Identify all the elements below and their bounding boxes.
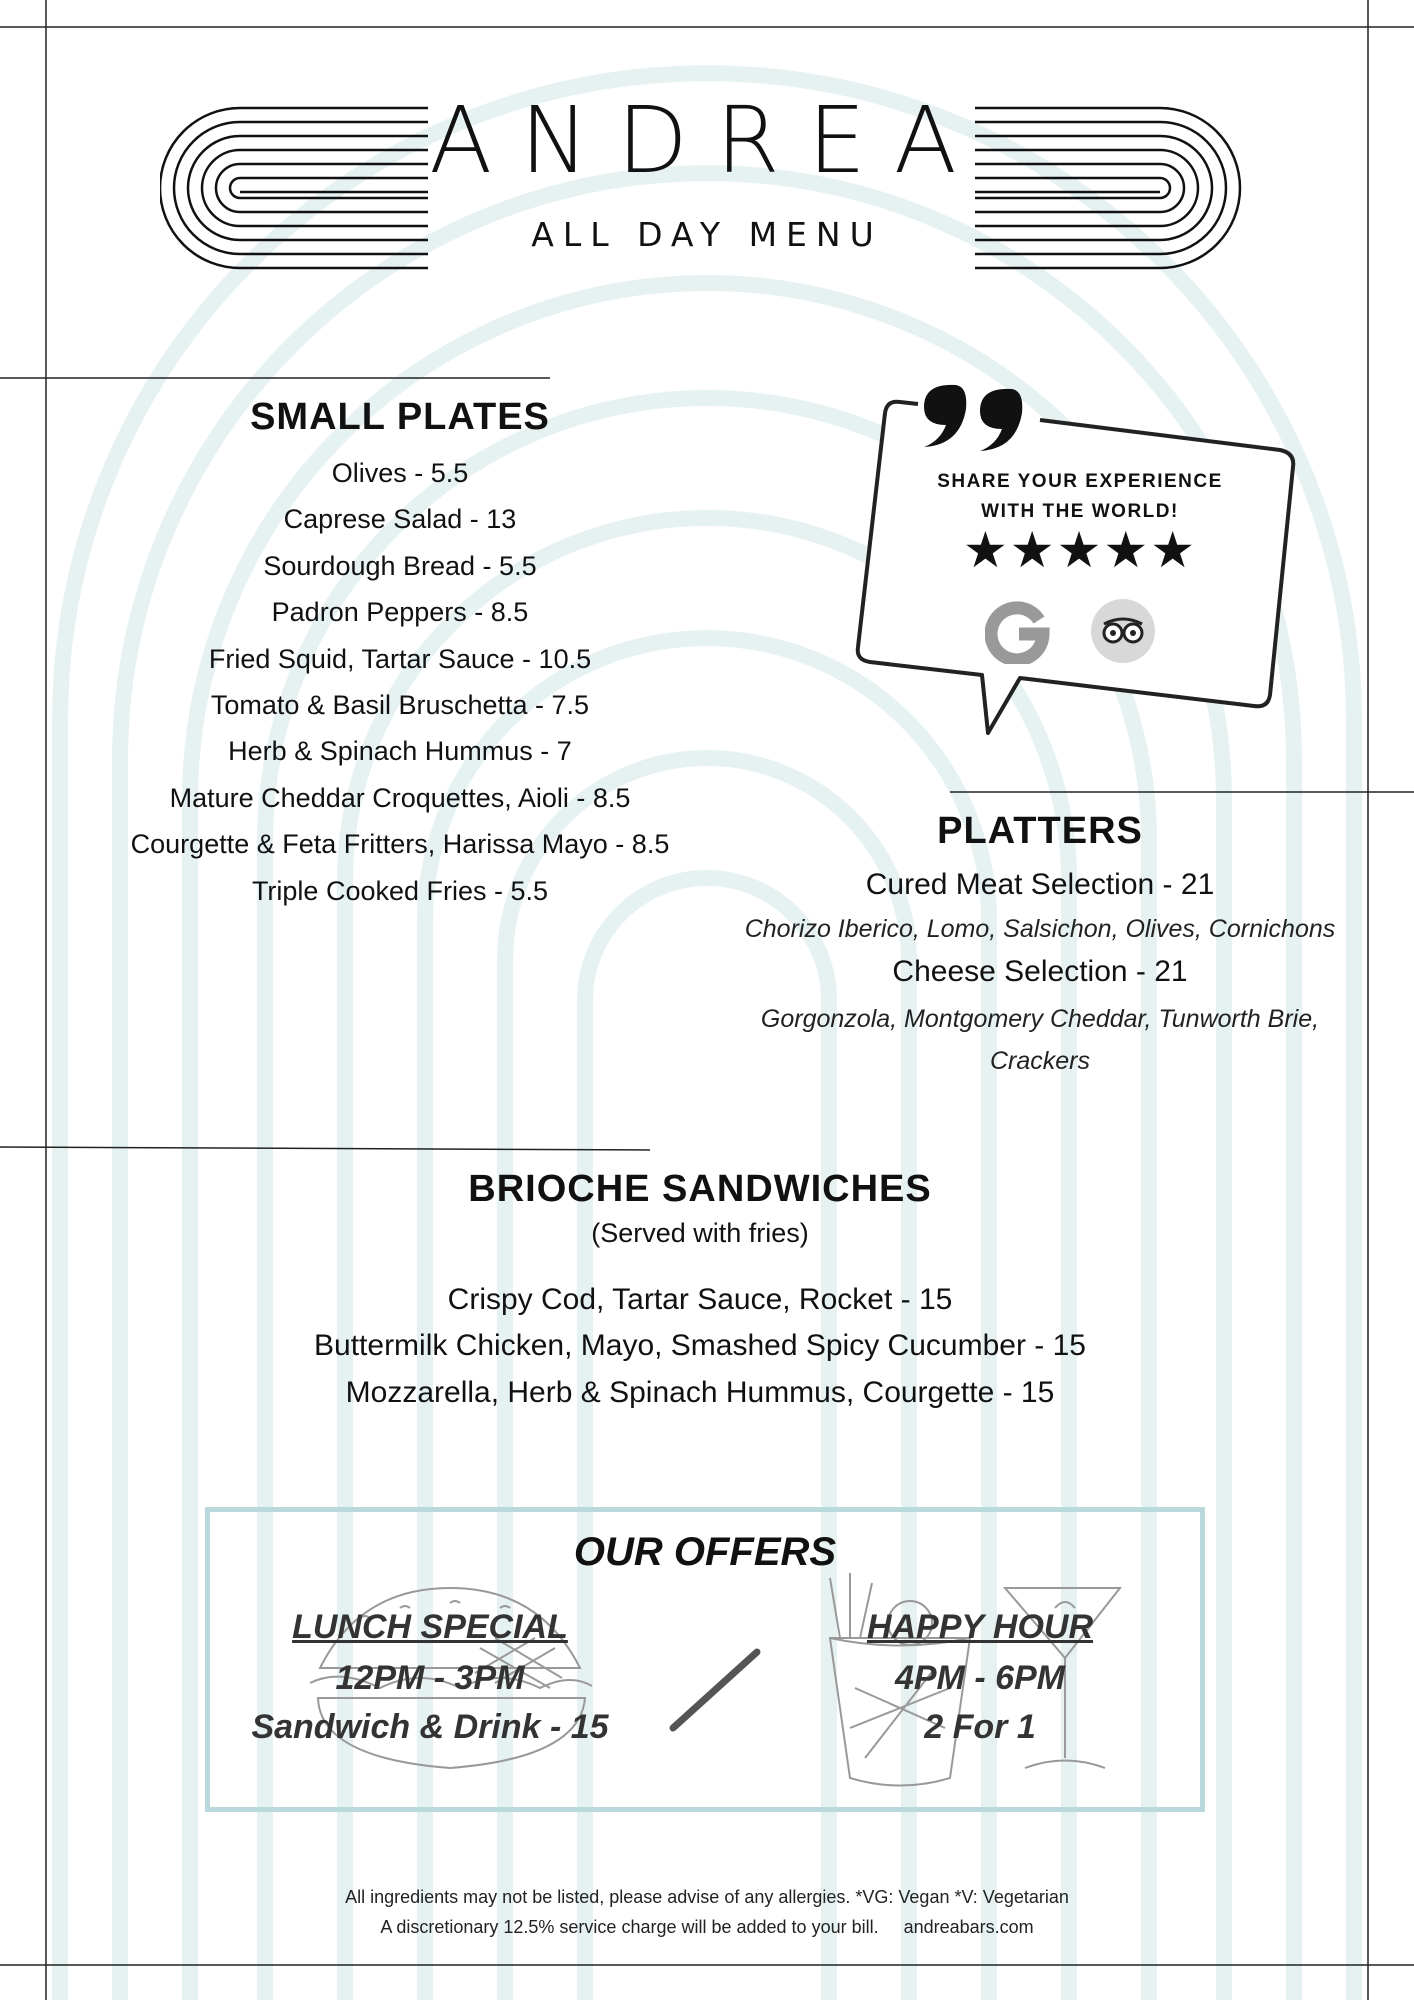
footer-notes — [150, 1882, 1264, 1942]
brioche-title: BRIOCHE SANDWICHES — [468, 1168, 932, 1210]
platter-item-name: Cheese Selection - 21 — [892, 955, 1188, 989]
list-item: Herb & Spinach Hummus - 7 — [228, 736, 572, 767]
platters-list — [730, 862, 1350, 1082]
list-item: Fried Squid, Tartar Sauce - 10.5 — [208, 643, 592, 674]
happy-hour-time: 4PM - 6PM — [894, 1659, 1066, 1697]
platters-title: PLATTERS — [937, 810, 1143, 852]
review-line-2: WITH THE WORLD! — [981, 501, 1179, 522]
footer-allergy-note: All ingredients may not be listed, please advise of any allergies. *VG: Vegan *V: Vegetarian — [345, 1887, 1069, 1907]
rating-stars: ★★★★★ — [962, 522, 1198, 578]
platter-item-name: Cured Meat Selection - 21 — [865, 868, 1215, 901]
list-item: Padron Peppers - 8.5 — [271, 597, 529, 628]
small-plates-title: SMALL PLATES — [250, 396, 550, 438]
lunch-special-title: LUNCH SPECIAL — [292, 1608, 568, 1646]
platter-item-desc: Chorizo Iberico, Lomo, Salsichon, Olives, Cornichons — [744, 915, 1336, 944]
review-line-1: SHARE YOUR EXPERIENCE — [937, 471, 1223, 492]
list-item: Sourdough Bread - 5.5 — [263, 550, 537, 581]
platter-item-desc: Gorgonzola, Montgomery Cheddar, Tunworth Brie, Crackers — [760, 1005, 1320, 1076]
list-item: Courgette & Feta Fritters, Harissa Mayo - 8.5 — [130, 829, 670, 860]
list-item: Mature Cheddar Croquettes, Aioli - 8.5 — [169, 782, 631, 813]
brand-subtitle: ALL DAY MENU — [531, 215, 883, 254]
tripadvisor-icon[interactable] — [1090, 598, 1156, 664]
list-item: Mozzarella, Herb & Spinach Hummus, Courgette - 15 — [345, 1375, 1055, 1409]
happy-hour-title: HAPPY HOUR — [866, 1608, 1094, 1646]
lunch-special-time: 12PM - 3PM — [335, 1659, 525, 1697]
brand-name: ANDREA — [429, 87, 985, 194]
list-item: Triple Cooked Fries - 5.5 — [251, 875, 549, 906]
brioche-list — [200, 1277, 1200, 1416]
list-item: Buttermilk Chicken, Mayo, Smashed Spicy Cucumber - 15 — [314, 1329, 1086, 1363]
list-item: Olives - 5.5 — [331, 458, 469, 488]
lunch-special — [210, 1608, 650, 1747]
list-item: Crispy Cod, Tartar Sauce, Rocket - 15 — [447, 1283, 953, 1316]
small-plates-list — [100, 450, 700, 914]
brioche-subtitle: (Served with fries) — [591, 1218, 809, 1248]
review-text — [905, 467, 1255, 527]
footer-service-note: A discretionary 12.5% service charge will be added to your bill. andreabars.com — [380, 1917, 1034, 1937]
offers-divider — [665, 1640, 765, 1740]
offers-title: OUR OFFERS — [573, 1530, 837, 1574]
list-item: Tomato & Basil Bruschetta - 7.5 — [210, 690, 590, 721]
happy-hour — [790, 1608, 1170, 1747]
google-icon[interactable] — [985, 598, 1051, 664]
happy-hour-deal: 2 For 1 — [924, 1708, 1036, 1746]
lunch-special-deal: Sandwich & Drink - 15 — [251, 1708, 609, 1746]
list-item: Caprese Salad - 13 — [283, 504, 517, 535]
